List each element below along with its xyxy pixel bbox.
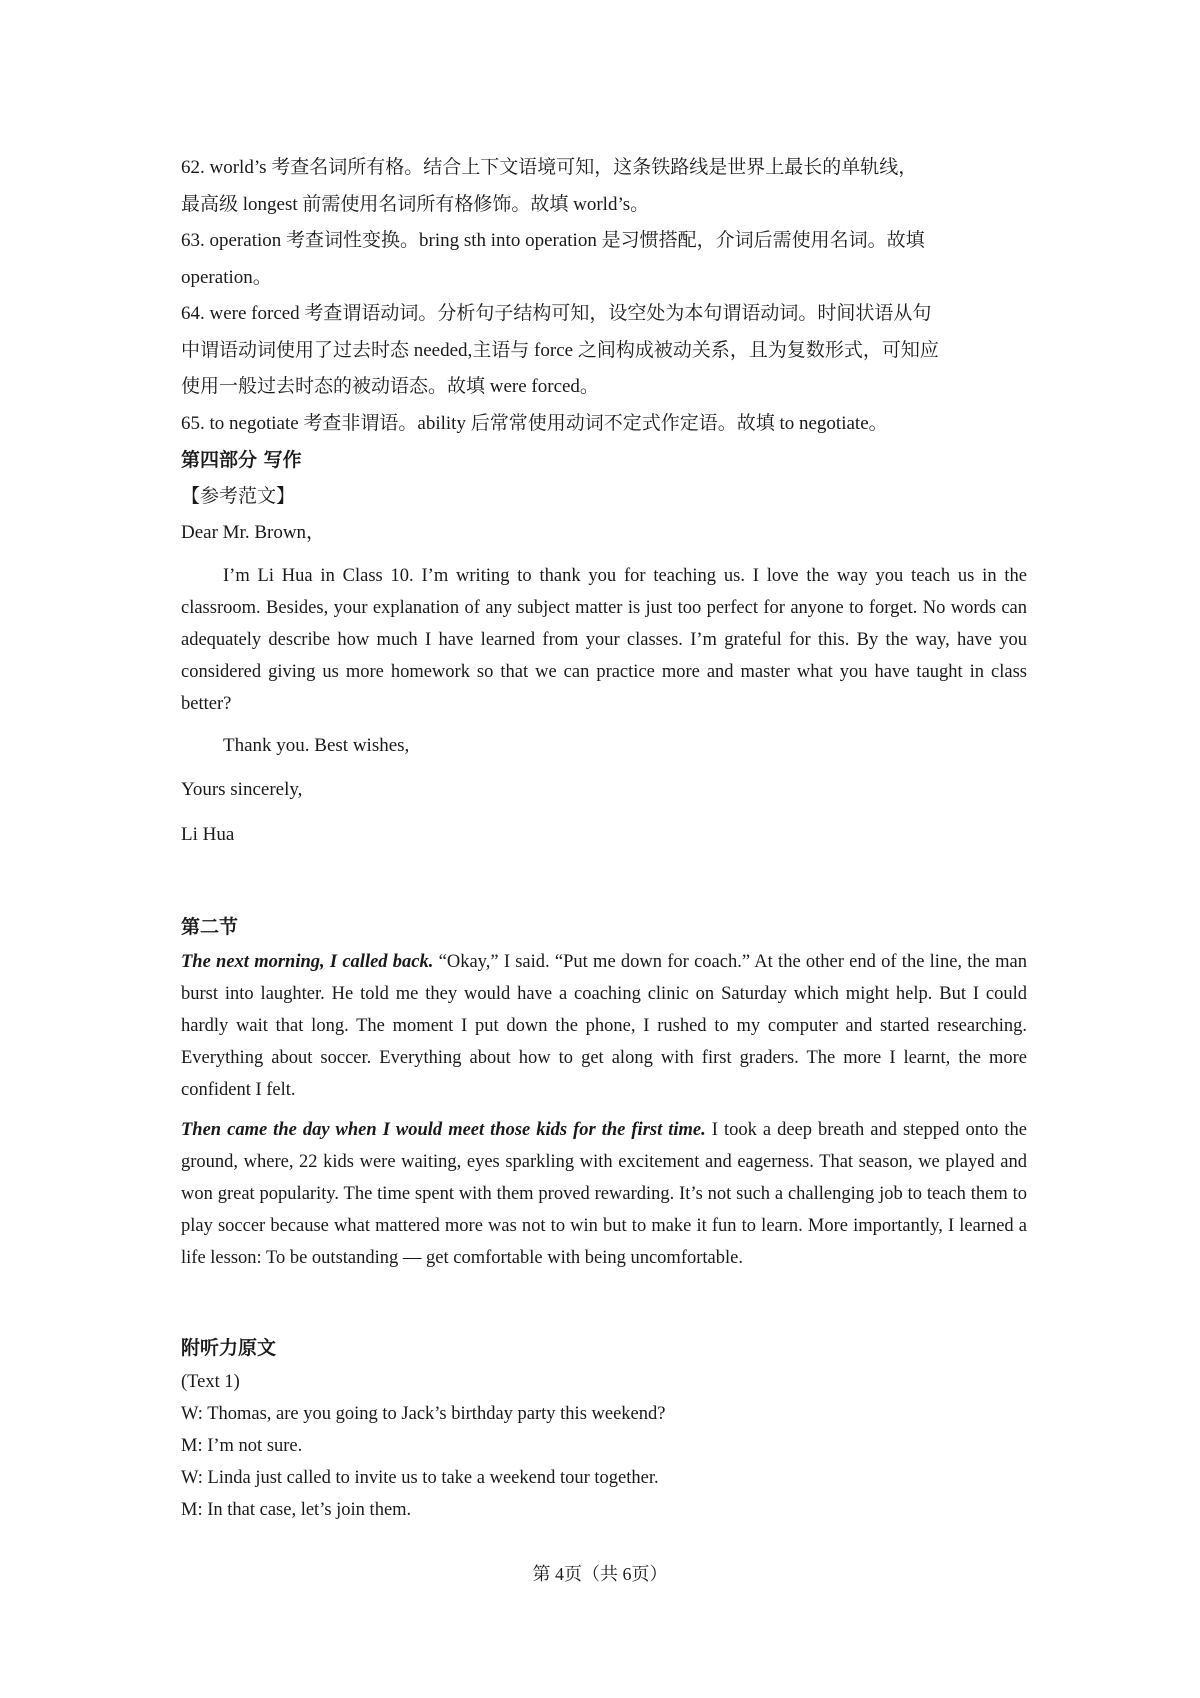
page-number: 第 4页（共 6页） bbox=[532, 1564, 668, 1584]
listening-text-label: (Text 1) bbox=[181, 1372, 240, 1392]
transcript-line: M: In that case, let’s join them. bbox=[181, 1500, 412, 1520]
paragraph-text: I took a deep breath and stepped onto the ground, where, 22 kids were waiting, eyes sparkling with excitement and eagerness. That season, we played and won great popularity. The time spent with them proved rewarding. It’s not such a challenging job to teach them to play soccer because what mattered more was not to win but to make it fun to learn. More importantly, I learned a life lesson: To be outstanding — get comfortable with being uncomfortable. bbox=[181, 1119, 1027, 1268]
answer-line: operation。 bbox=[181, 266, 272, 288]
answer-line: 63. operation 考查词性变换。bring sth into operation 是习惯搭配，介词后需使用名词。故填 bbox=[181, 230, 925, 251]
paragraph-lead-sentence: The next morning, I called back. bbox=[181, 951, 434, 972]
answer-63 bbox=[181, 223, 1027, 296]
answer-line: 65. to negotiate 考查非谓语。ability 后常常使用动词不定式作定语。故填 to negotiate。 bbox=[181, 412, 888, 434]
continuation-paragraph-2 bbox=[181, 1114, 1027, 1274]
answer-65 bbox=[181, 406, 1027, 443]
writing-section-title: 第四部分 写作 bbox=[181, 449, 302, 471]
answer-line: 中谓语动词使用了过去时态 needed,主语与 force 之间构成被动关系，且为复数形式，可知应 bbox=[181, 339, 939, 361]
answer-line: 最高级 longest 前需使用名词所有格修饰。故填 world’s。 bbox=[181, 193, 650, 215]
answer-62 bbox=[181, 150, 1027, 223]
letter-signature: Li Hua bbox=[181, 823, 235, 845]
page-content bbox=[181, 150, 1027, 1526]
answer-line: 64. were forced 考查谓语动词。分析句子结构可知，设空处为本句谓语动词。时间状语从句 bbox=[181, 303, 932, 324]
transcript-line: M: I’m not sure. bbox=[181, 1436, 303, 1456]
answer-64 bbox=[181, 296, 1027, 406]
letter-body: I’m Li Hua in Class 10. I’m writing to thank you for teaching us. I love the way you teach us in the classroom. Besides, your explanation of any subject matter is just too perfect for anyone to forget. No words can adequately describe how much I have learned from your classes. I’m grateful for this. By the way, have you considered giving us more homework so that we can practice more and master what you have taught in class better? bbox=[181, 565, 1027, 714]
transcript-line: W: Linda just called to invite us to take a weekend tour together. bbox=[181, 1468, 659, 1488]
letter-closing: Thank you. Best wishes, bbox=[223, 734, 410, 756]
continuation-paragraph-1 bbox=[181, 946, 1027, 1106]
listening-title: 附听力原文 bbox=[181, 1336, 277, 1359]
letter-salutation: Dear Mr. Brown， bbox=[181, 522, 326, 543]
section2-title: 第二节 bbox=[181, 916, 239, 938]
transcript-line: W: Thomas, are you going to Jack’s birthday party this weekend? bbox=[181, 1404, 666, 1424]
paragraph-lead-sentence: Then came the day when I would meet those kids for the first time. bbox=[181, 1119, 706, 1140]
letter-sign-off: Yours sincerely, bbox=[181, 779, 303, 800]
answer-line: 使用一般过去时态的被动语态。故填 were forced。 bbox=[181, 376, 599, 397]
answer-line: 62. world’s 考查名词所有格。结合上下文语境可知，这条铁路线是世界上最长的单轨线， bbox=[181, 157, 918, 178]
paragraph-text: “Okay,” I said. “Put me down for coach.” At the other end of the line, the man burst into laughter. He told me they would have a coaching clinic on Saturday which might help. But I could hardly wait that long. The moment I put down the phone, I rushed to my computer and started researching. Everything about soccer. Everything about how to get along with first graders. The more I learnt, the more confident I felt. bbox=[181, 951, 1027, 1100]
sample-essay-label: 【参考范文】 bbox=[181, 485, 296, 507]
